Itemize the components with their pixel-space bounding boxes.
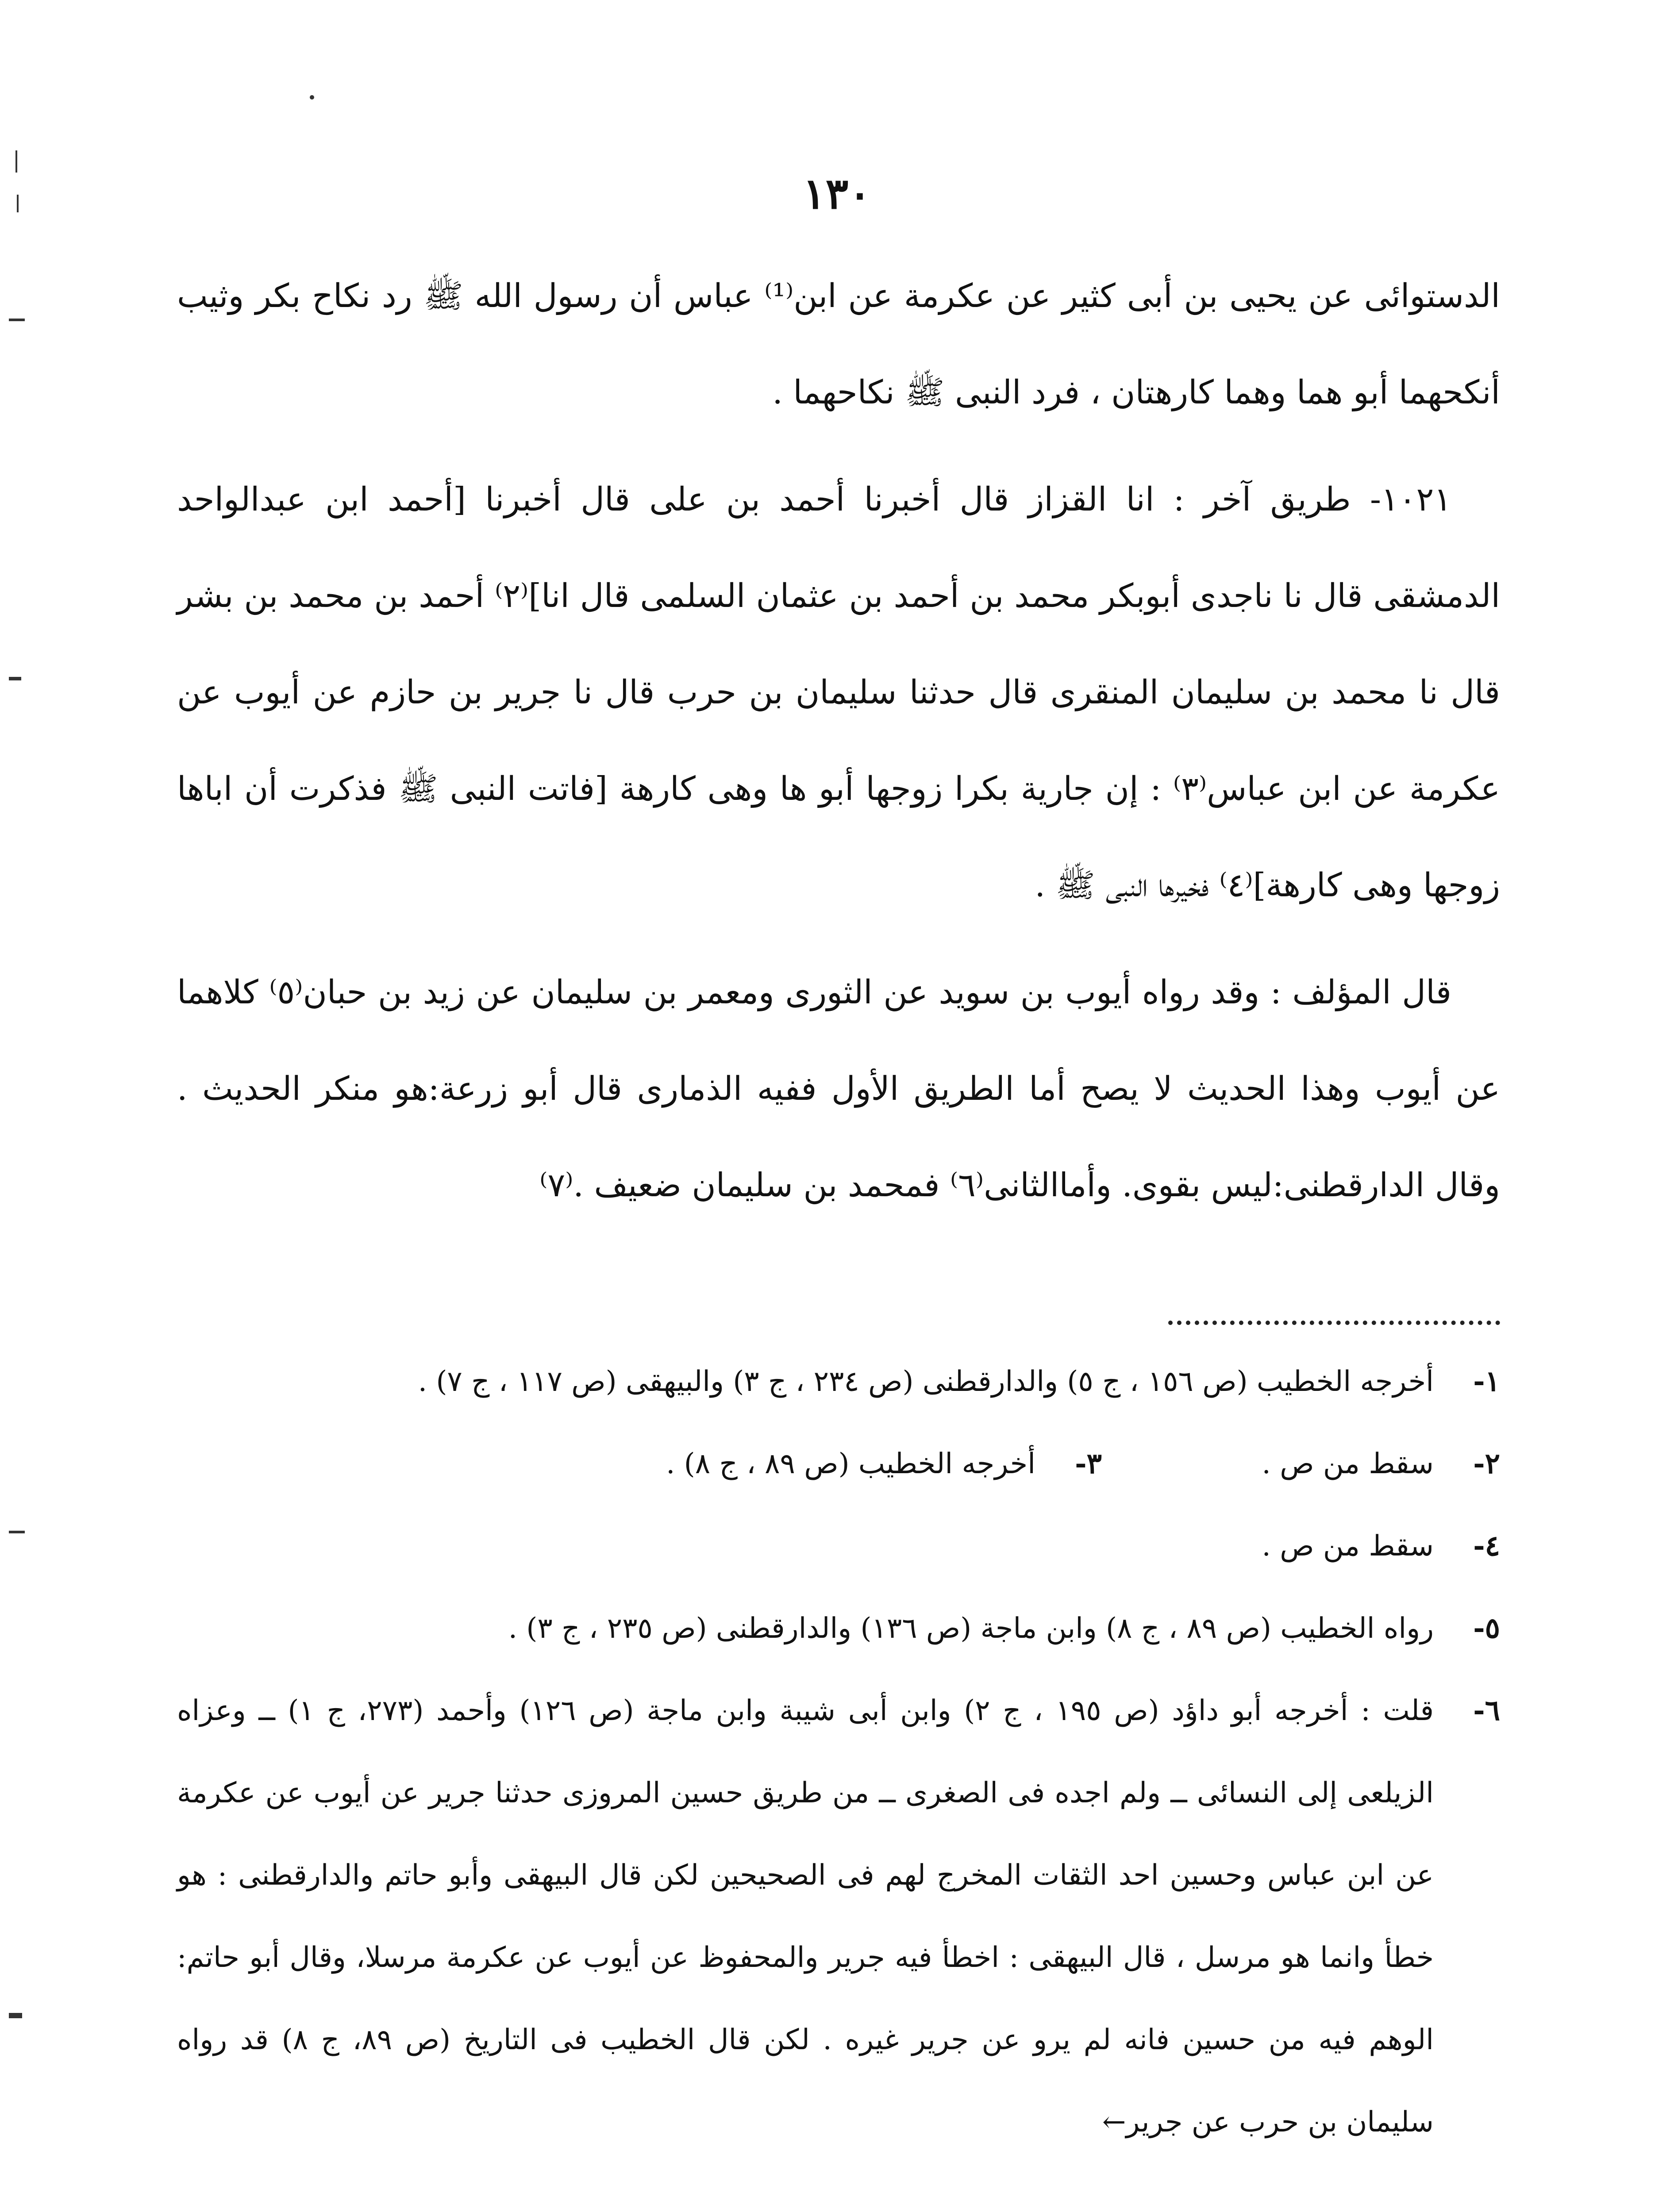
scan-speck — [310, 95, 314, 100]
footnote-2 — [1102, 1423, 1500, 1505]
paragraph-author-comment: قال المؤلف : وقد رواه أيوب بن سويد عن الثورى ومعمر بن سليمان عن زيد بن حبان⁽٥⁾ كلاهما عن أيوب وهذا الحديث لا يصح أما الطريق الأول ففيه الذمارى قال أبو زرعة:هو منكر الحديث . وقال الدارقطنى:ليس بقوى. وأماالثانى⁽٦⁾ فمحمد بن سليمان ضعيف .⁽٧⁾ — [177, 973, 1500, 1204]
footnote-number: ٤- — [1473, 1529, 1500, 1563]
scan-speck — [9, 2013, 22, 2018]
footnote-text: أخرجه الخطيب (ص ١٥٦ ، ج ٥) والدارقطنى (ص ٢٣٤ ، ج ٣) والبيهقى (ص ١١٧ ، ج ٧) . — [418, 1365, 1434, 1398]
page-number: ١٣٠ — [803, 169, 871, 219]
footnote-text: رواه الخطيب (ص ٨٩ ، ج ٨) وابن ماجة (ص ١٣٦) والدارقطنى (ص ٢٣٥ ، ج ٣) . — [508, 1612, 1434, 1645]
paragraph-hadith-continuation: الدستوائى عن يحيى بن أبى كثير عن عكرمة عن ابن⁽¹⁾ عباس أن رسول الله ﷺ رد نكاح بكر وثيب أنكحهما أبو هما وهما كارهتان ، فرد النبى ﷺ نكاحهما . — [177, 277, 1500, 411]
scan-speck — [15, 150, 17, 173]
footnotes — [177, 1340, 1500, 2163]
footnote-text: أخرجه الخطيب (ص ٨٩ ، ج ٨) . — [666, 1448, 1035, 1480]
footnote-row — [177, 1423, 1500, 1505]
main-text — [177, 248, 1500, 1233]
paragraph-hadith-1021: ١٠٢١- طريق آخر : انا القزاز قال أخبرنا أحمد بن على قال أخبرنا [أحمد ابن عبدالواحد الدمشقى قال نا ناجدى أبوبكر محمد بن أحمد بن عثمان السلمى قال انا]⁽٢⁾ أحمد بن محمد بن بشر قال نا محمد بن سليمان المنقرى قال حدثنا سليمان بن حرب قال نا جرير بن حازم عن أيوب عن عكرمة عن ابن عباس⁽٣⁾ : إن جارية بكرا زوجها أبو ها وهى كارهة [فاتت النبى ﷺ فذكرت أن اباها زوجها وهى كارهة]⁽٤⁾ فخيرها النبى ﷺ . — [177, 480, 1500, 904]
footnote-number: ٣- — [1075, 1447, 1102, 1480]
footnote-number: ١- — [1473, 1365, 1500, 1398]
footnote-number: ٦- — [1473, 1694, 1500, 1727]
scan-speck — [9, 1531, 25, 1533]
footnote-separator — [1168, 1321, 1500, 1325]
scan-speck — [9, 319, 25, 321]
footnote-number: ٢- — [1473, 1447, 1500, 1480]
footnote-4 — [177, 1505, 1500, 1587]
footnote-text: سقط من ص . — [1262, 1530, 1434, 1563]
footnote-text: قلت : أخرجه أبو داؤد (ص ١٩٥ ، ج ٢) وابن أبى شيبة وابن ماجة (ص ١٢٦) وأحمد (٢٧٣، ج ١) ــ وعزاه الزيلعى إلى النسائى ــ ولم اجده فى الصغرى ــ من طريق حسين المروزى حدثنا جرير عن أيوب عن عكرمة عن ابن عباس وحسين احد الثقات المخرج لهم فى الصحيحين لكن قال البيهقى وأبو حاتم والدارقطنى : هو خطأ وانما هو مرسل ، قال البيهقى : اخطأ فيه جرير والمحفوظ عن أيوب عن عكرمة مرسلا، وقال أبو حاتم: الوهم فيه من حسين فانه لم يرو عن جرير غيره . لكن قال الخطيب فى التاريخ (ص ٨٩، ج ٨) قد رواه سليمان بن حرب عن جرير← — [177, 1694, 1434, 2139]
footnote-text: سقط من ص . — [1262, 1448, 1434, 1480]
footnote-6 — [177, 1670, 1500, 2163]
footnote-1 — [177, 1340, 1500, 1423]
scan-speck — [9, 677, 21, 680]
footnote-5 — [177, 1587, 1500, 1670]
footnote-number: ٥- — [1473, 1612, 1500, 1645]
footnote-3 — [666, 1423, 1102, 1505]
